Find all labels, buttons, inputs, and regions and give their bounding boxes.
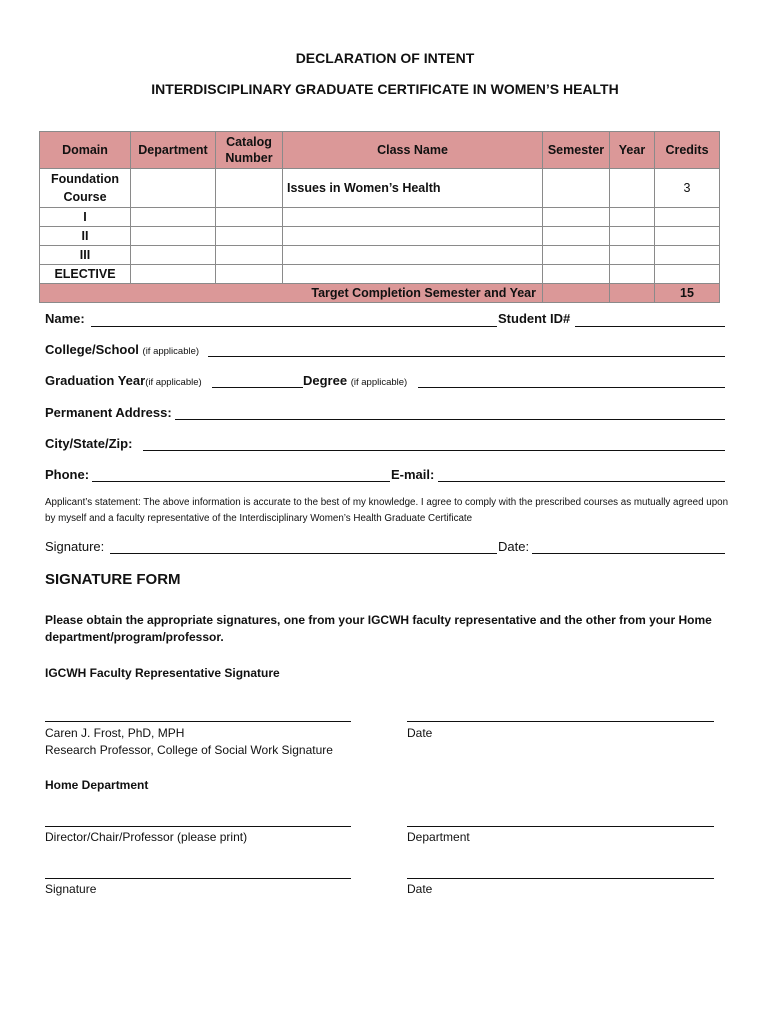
- table-row: [40, 208, 720, 227]
- catalog-cell[interactable]: [216, 227, 283, 246]
- name-field[interactable]: [91, 326, 497, 327]
- name-label: Name:: [45, 311, 85, 326]
- col-catalog-number: [216, 132, 283, 169]
- catalog-cell[interactable]: [216, 265, 283, 284]
- course-table: [39, 131, 720, 303]
- faculty-rep-name: Caren J. Frost, PhD, MPH: [45, 726, 185, 740]
- phone-label: Phone:: [45, 467, 90, 482]
- semester-cell[interactable]: [543, 246, 610, 265]
- permanent-address-label: Permanent Address:: [45, 405, 172, 420]
- department-cell[interactable]: [131, 169, 216, 208]
- department-line[interactable]: [407, 826, 714, 827]
- col-year: Year: [610, 132, 655, 169]
- col-catalog-line2: Number: [225, 151, 273, 165]
- student-id-field[interactable]: [575, 326, 725, 327]
- date-field[interactable]: [532, 553, 725, 554]
- table-row: [40, 265, 720, 284]
- total-credits: 15: [655, 284, 720, 303]
- email-label: E-mail:: [391, 467, 435, 482]
- email-field[interactable]: [438, 481, 725, 482]
- catalog-cell[interactable]: [216, 246, 283, 265]
- director-name-line[interactable]: [45, 826, 351, 827]
- col-semester: Semester: [543, 132, 610, 169]
- signature-form-heading: SIGNATURE FORM: [45, 571, 181, 588]
- row-label: III: [40, 246, 131, 265]
- home-date-caption: Date: [407, 882, 433, 896]
- row-label: [40, 169, 131, 208]
- target-semester-cell[interactable]: [543, 284, 610, 303]
- college-field[interactable]: [208, 356, 725, 357]
- degree-text: Degree: [303, 373, 348, 388]
- row-label-line2: Course: [63, 190, 107, 204]
- year-cell[interactable]: [610, 265, 655, 284]
- col-domain: Domain: [40, 132, 131, 169]
- signature-label: Signature:: [45, 539, 105, 554]
- graduation-year-label: [45, 373, 202, 388]
- graduation-year-hint: (if applicable): [145, 377, 202, 388]
- home-date-line[interactable]: [407, 878, 714, 879]
- signature-field[interactable]: [110, 553, 497, 554]
- table-row: [40, 227, 720, 246]
- col-catalog-line1: Catalog: [226, 135, 272, 149]
- degree-hint: (if applicable): [350, 377, 408, 388]
- department-cell[interactable]: [131, 227, 216, 246]
- degree-label: [303, 373, 407, 388]
- semester-cell[interactable]: [543, 208, 610, 227]
- year-cell[interactable]: [610, 169, 655, 208]
- director-caption: Director/Chair/Professor (please print): [45, 830, 248, 844]
- faculty-rep-title: Research Professor, College of Social Work Signature: [45, 743, 333, 757]
- class-name-cell[interactable]: Issues in Women’s Health: [283, 169, 543, 208]
- class-name-cell[interactable]: [283, 265, 543, 284]
- degree-field[interactable]: [418, 387, 725, 388]
- home-signature-line[interactable]: [45, 878, 351, 879]
- city-state-zip-field[interactable]: [143, 450, 725, 451]
- class-name-cell[interactable]: [283, 246, 543, 265]
- faculty-signature-line[interactable]: [45, 721, 351, 722]
- phone-field[interactable]: [92, 481, 390, 482]
- applicant-statement: Applicant’s statement: The above information is accurate to the best of my knowledge. I agree to comply with the prescribed courses as mutually agreed upon by myself and a faculty representative of the Interdisciplinary Women’s Health Graduate Certificate: [45, 497, 729, 524]
- college-label: [45, 342, 199, 357]
- target-year-cell[interactable]: [610, 284, 655, 303]
- catalog-cell[interactable]: [216, 169, 283, 208]
- semester-cell[interactable]: [543, 265, 610, 284]
- year-cell[interactable]: [610, 227, 655, 246]
- page-title: DECLARATION OF INTENT: [295, 50, 475, 66]
- credits-cell[interactable]: [655, 227, 720, 246]
- class-name-cell[interactable]: [283, 227, 543, 246]
- department-cell[interactable]: [131, 246, 216, 265]
- catalog-cell[interactable]: [216, 208, 283, 227]
- faculty-rep-heading: IGCWH Faculty Representative Signature: [45, 666, 280, 680]
- row-label: I: [40, 208, 131, 227]
- credits-cell[interactable]: [655, 208, 720, 227]
- department-caption: Department: [407, 830, 470, 844]
- table-footer-row: [40, 284, 720, 303]
- year-cell[interactable]: [610, 246, 655, 265]
- faculty-rep-caption: [45, 725, 333, 759]
- semester-cell[interactable]: [543, 169, 610, 208]
- signature-instructions: Please obtain the appropriate signatures, one from your IGCWH faculty representative and the other from your Home department/program/professor.: [45, 613, 712, 644]
- home-department-heading: Home Department: [45, 778, 149, 792]
- col-department: Department: [131, 132, 216, 169]
- student-id-label: Student ID#: [498, 311, 571, 326]
- college-label-text: College/School: [45, 342, 139, 357]
- home-signature-caption: Signature: [45, 882, 97, 896]
- credits-cell[interactable]: [655, 246, 720, 265]
- graduation-year-field[interactable]: [212, 387, 303, 388]
- semester-cell[interactable]: [543, 227, 610, 246]
- graduation-year-text: Graduation Year: [45, 373, 146, 388]
- department-cell[interactable]: [131, 208, 216, 227]
- table-header-row: [40, 132, 720, 169]
- row-label: ELECTIVE: [40, 265, 131, 284]
- faculty-date-caption: Date: [407, 726, 433, 740]
- col-class-name: Class Name: [283, 132, 543, 169]
- row-label-line1: Foundation: [50, 172, 120, 186]
- department-cell[interactable]: [131, 265, 216, 284]
- row-label: II: [40, 227, 131, 246]
- date-label: Date:: [498, 539, 530, 554]
- college-hint: (if applicable): [142, 346, 200, 357]
- credits-cell[interactable]: 3: [655, 169, 720, 208]
- table-row: [40, 169, 720, 208]
- page-subtitle: INTERDISCIPLINARY GRADUATE CERTIFICATE IN WOMEN’S HEALTH: [151, 81, 619, 97]
- year-cell[interactable]: [610, 208, 655, 227]
- table-row: [40, 246, 720, 265]
- permanent-address-field[interactable]: [175, 419, 725, 420]
- col-credits: Credits: [655, 132, 720, 169]
- credits-cell[interactable]: [655, 265, 720, 284]
- city-state-zip-label: City/State/Zip:: [45, 436, 133, 451]
- faculty-date-line[interactable]: [407, 721, 714, 722]
- target-completion-label: Target Completion Semester and Year: [40, 284, 543, 303]
- class-name-cell[interactable]: [283, 208, 543, 227]
